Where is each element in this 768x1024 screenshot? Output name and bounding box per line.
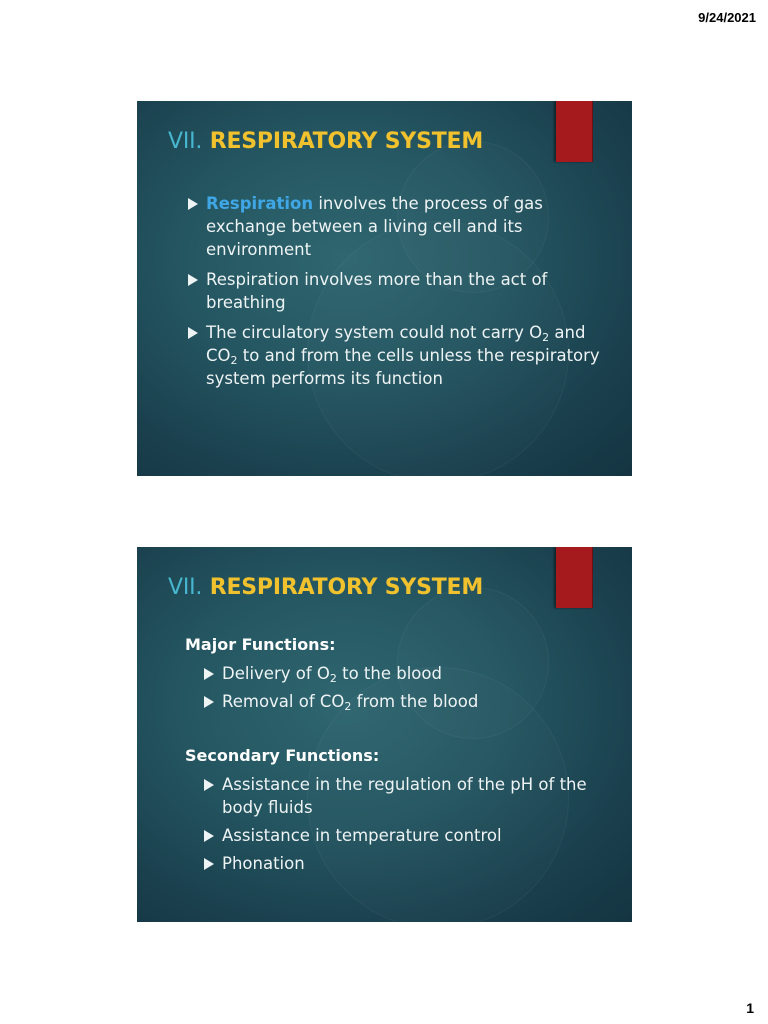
bullet-text: and CO bbox=[206, 323, 586, 365]
red-tab-decoration bbox=[556, 547, 593, 608]
bullet-arrow-icon bbox=[204, 779, 214, 791]
red-tab-decoration bbox=[556, 101, 593, 162]
title-number: VII. bbox=[168, 129, 203, 154]
major-functions-label: Major Functions: bbox=[185, 635, 336, 654]
bullet-text: Respiration involves more than the act of breathing bbox=[206, 270, 548, 312]
bullet-arrow-icon bbox=[204, 858, 214, 870]
bullet-item bbox=[204, 690, 604, 713]
bullet-arrow-icon bbox=[188, 327, 198, 339]
bullet-arrow-icon bbox=[204, 830, 214, 842]
secondary-functions-label: Secondary Functions: bbox=[185, 746, 380, 765]
bullet-arrow-icon bbox=[188, 274, 198, 286]
secondary-functions-list bbox=[204, 773, 604, 880]
slide-title bbox=[168, 129, 483, 154]
slide-1 bbox=[137, 101, 632, 476]
page-number: 1 bbox=[746, 1000, 754, 1016]
bullet-text: Removal of CO bbox=[222, 692, 345, 711]
bullet-arrow-icon bbox=[204, 668, 214, 680]
bullet-text: The circulatory system could not carry O bbox=[206, 323, 543, 342]
bullet-text: Phonation bbox=[222, 854, 305, 873]
slide-title bbox=[168, 575, 483, 600]
bullet-list bbox=[188, 192, 608, 397]
bullet-item bbox=[188, 321, 608, 390]
bullet-arrow-icon bbox=[204, 696, 214, 708]
bullet-item bbox=[204, 773, 604, 819]
bullet-text: to the blood bbox=[336, 664, 442, 683]
major-functions-list bbox=[204, 662, 604, 718]
slide-2 bbox=[137, 547, 632, 922]
bullet-text: to and from the cells unless the respiratory system performs its function bbox=[206, 346, 600, 388]
subscript: 2 bbox=[542, 331, 550, 344]
bullet-item bbox=[204, 824, 604, 847]
bullet-item bbox=[188, 268, 608, 314]
bullet-item bbox=[204, 852, 604, 875]
bullet-text: Assistance in temperature control bbox=[222, 826, 502, 845]
subscript: 2 bbox=[230, 354, 238, 367]
bullet-item bbox=[204, 662, 604, 685]
bullet-text: Delivery of O bbox=[222, 664, 330, 683]
bullet-text: Assistance in the regulation of the pH of the body fluids bbox=[222, 775, 587, 817]
bullet-text: involves the process of gas exchange between a living cell and its environment bbox=[206, 194, 543, 259]
page-date: 9/24/2021 bbox=[698, 10, 756, 25]
title-number: VII. bbox=[168, 575, 203, 600]
bullet-arrow-icon bbox=[188, 198, 198, 210]
title-main: RESPIRATORY SYSTEM bbox=[209, 575, 484, 600]
highlight-term: Respiration bbox=[206, 194, 314, 213]
title-main: RESPIRATORY SYSTEM bbox=[209, 129, 484, 154]
bullet-text: from the blood bbox=[351, 692, 479, 711]
subscript: 2 bbox=[344, 700, 352, 713]
bullet-item bbox=[188, 192, 608, 261]
subscript: 2 bbox=[329, 672, 337, 685]
